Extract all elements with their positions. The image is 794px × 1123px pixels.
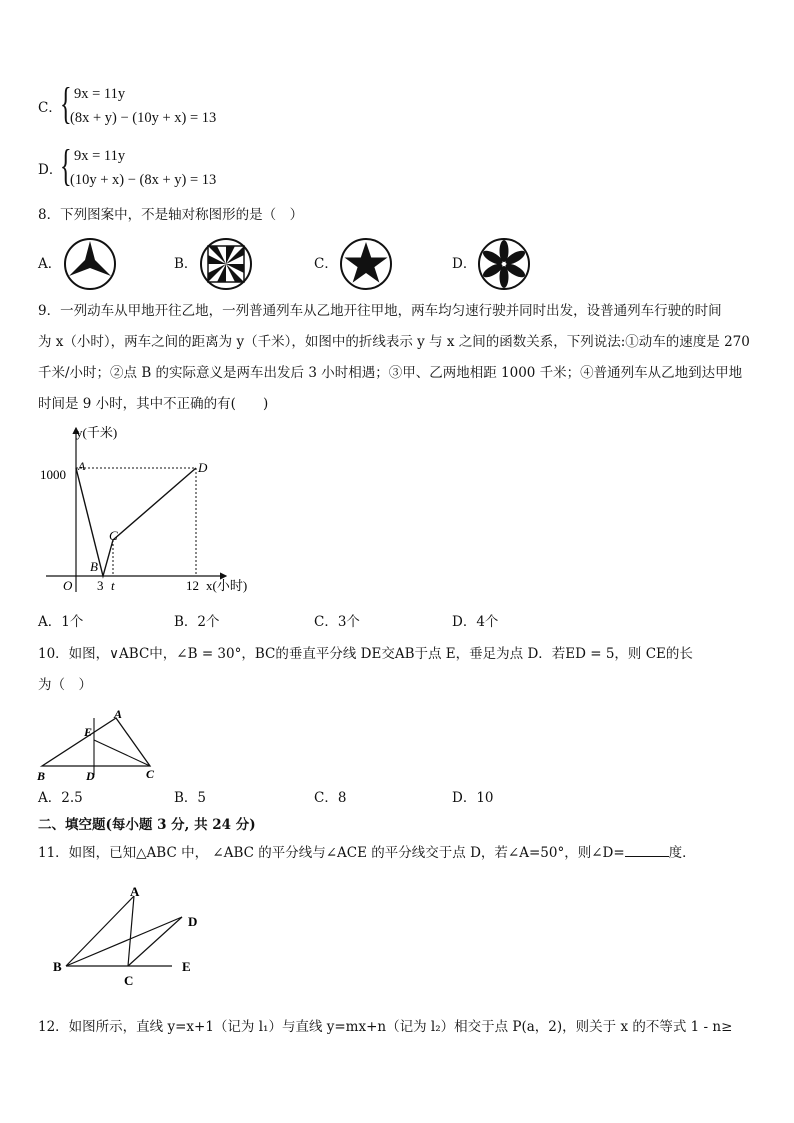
q11-label-a: A bbox=[130, 884, 140, 899]
q11-label-d: D bbox=[188, 914, 198, 929]
q9-option-b: B．2个 bbox=[174, 614, 220, 630]
q7-option-d-label: D． bbox=[38, 162, 63, 178]
q8-pattern-b-icon bbox=[198, 236, 254, 292]
q10-line-1: 10．如图，∨ABC中，∠B = 30°，BC的垂直平分线 DE交AB于点 E，垂足为点 D．若ED = 5，则 CE的长 bbox=[38, 646, 693, 662]
q9-option-d: D．4个 bbox=[452, 614, 499, 630]
section-2-heading: 二、填空题(每小题 3 分, 共 24 分) bbox=[38, 817, 256, 833]
q9-point-d: D bbox=[198, 460, 208, 475]
q11-label-e: E bbox=[182, 959, 191, 974]
q12-text: 12．如图所示，直线 y=x+1（记为 l₁）与直线 y=mx+n（记为 l₂）相交于点 P(a，2)，则关于 x 的不等式 1 - n≥ bbox=[38, 1019, 733, 1035]
q7-option-d-eq1: 9x = 11y bbox=[74, 148, 126, 164]
q9-origin: O bbox=[63, 578, 73, 593]
q11-answer-blank[interactable] bbox=[625, 842, 669, 857]
q11-text-b: 度． bbox=[668, 845, 696, 861]
q9-point-a: A bbox=[78, 459, 86, 473]
q10-option-a: A．2.5 bbox=[38, 790, 83, 806]
q8-label-a: A． bbox=[38, 256, 62, 272]
q10-option-d: D．10 bbox=[452, 790, 494, 806]
q7-option-c-brace: { bbox=[60, 79, 72, 128]
q11-text bbox=[38, 842, 696, 863]
q9-x-tick-t: t bbox=[111, 578, 115, 593]
q8-pattern-c-star-icon bbox=[338, 236, 394, 292]
q9-line-1: 9．一列动车从甲地开往乙地，一列普通列车从乙地开往甲地，两车均匀速行驶并同时出发，设普通列车行驶的时间 bbox=[38, 303, 722, 319]
q9-line-3: 千米/小时；②点 B 的实际意义是两车出发后 3 小时相遇；③甲、乙两地相距 1000 千米；④普通列车从乙地到达甲地 bbox=[38, 365, 743, 381]
q7-option-d-brace: { bbox=[60, 141, 72, 190]
q10-label-d: D bbox=[86, 769, 95, 783]
q9-y-axis-label: y(千米) bbox=[76, 425, 118, 440]
q10-line-2: 为（ ） bbox=[38, 677, 92, 693]
q7-option-c-eq1: 9x = 11y bbox=[74, 86, 126, 102]
q7-option-d-eq2: (10y + x) − (8x + y) = 13 bbox=[70, 172, 217, 188]
q11-segment-bd bbox=[66, 917, 182, 966]
q10-label-b: B bbox=[37, 769, 46, 783]
q9-function-graph bbox=[30, 420, 270, 600]
q8-pattern-d-flower-icon bbox=[476, 236, 532, 292]
q9-line-4: 时间是 9 小时，其中不正确的有( ) bbox=[38, 396, 269, 412]
q9-point-c: C bbox=[109, 528, 118, 543]
q9-y-tick-1000: 1000 bbox=[40, 467, 66, 482]
q9-option-a: A．1个 bbox=[38, 614, 84, 630]
q8-label-d: D． bbox=[452, 256, 477, 272]
q10-option-b: B．5 bbox=[174, 790, 207, 806]
q8-label-b: B． bbox=[174, 256, 198, 272]
q10-label-c: C bbox=[146, 767, 155, 781]
q11-segment-ba bbox=[66, 896, 134, 966]
q10-segment-ce bbox=[94, 740, 150, 766]
q11-segment-ac bbox=[128, 896, 134, 966]
q11-label-c: C bbox=[124, 973, 134, 988]
q8-pattern-a-icon bbox=[62, 236, 118, 292]
q9-point-b: B bbox=[90, 559, 98, 574]
q10-triangle-figure bbox=[34, 700, 164, 785]
q9-x-axis-label: x(小时) bbox=[206, 578, 248, 593]
q9-x-tick-3: 3 bbox=[97, 578, 104, 593]
q11-text-a: 11．如图，已知△ABC 中， ∠ABC 的平分线与∠ACE 的平分线交于点 D，若∠A=50°，则∠D= bbox=[38, 845, 625, 861]
q8-stem: 8．下列图案中，不是轴对称图形的是（ ） bbox=[38, 207, 304, 223]
q10-option-c: C．8 bbox=[314, 790, 347, 806]
q7-option-c-eq2: (8x + y) − (10y + x) = 13 bbox=[70, 110, 217, 126]
q7-option-c-label: C． bbox=[38, 100, 62, 116]
q9-line-2: 为 x（小时），两车之间的距离为 y（千米），如图中的折线表示 y 与 x 之间的函数关系，下列说法:①动车的速度是 270 bbox=[38, 334, 750, 350]
q11-label-b: B bbox=[53, 959, 62, 974]
q8-label-c: C． bbox=[314, 256, 338, 272]
q11-segment-cd bbox=[128, 917, 182, 966]
q11-angle-figure bbox=[46, 882, 216, 990]
q9-x-tick-12: 12 bbox=[186, 578, 199, 593]
q9-option-c: C．3个 bbox=[314, 614, 360, 630]
q10-label-a: A bbox=[114, 707, 123, 721]
q10-label-e: E bbox=[84, 725, 93, 739]
